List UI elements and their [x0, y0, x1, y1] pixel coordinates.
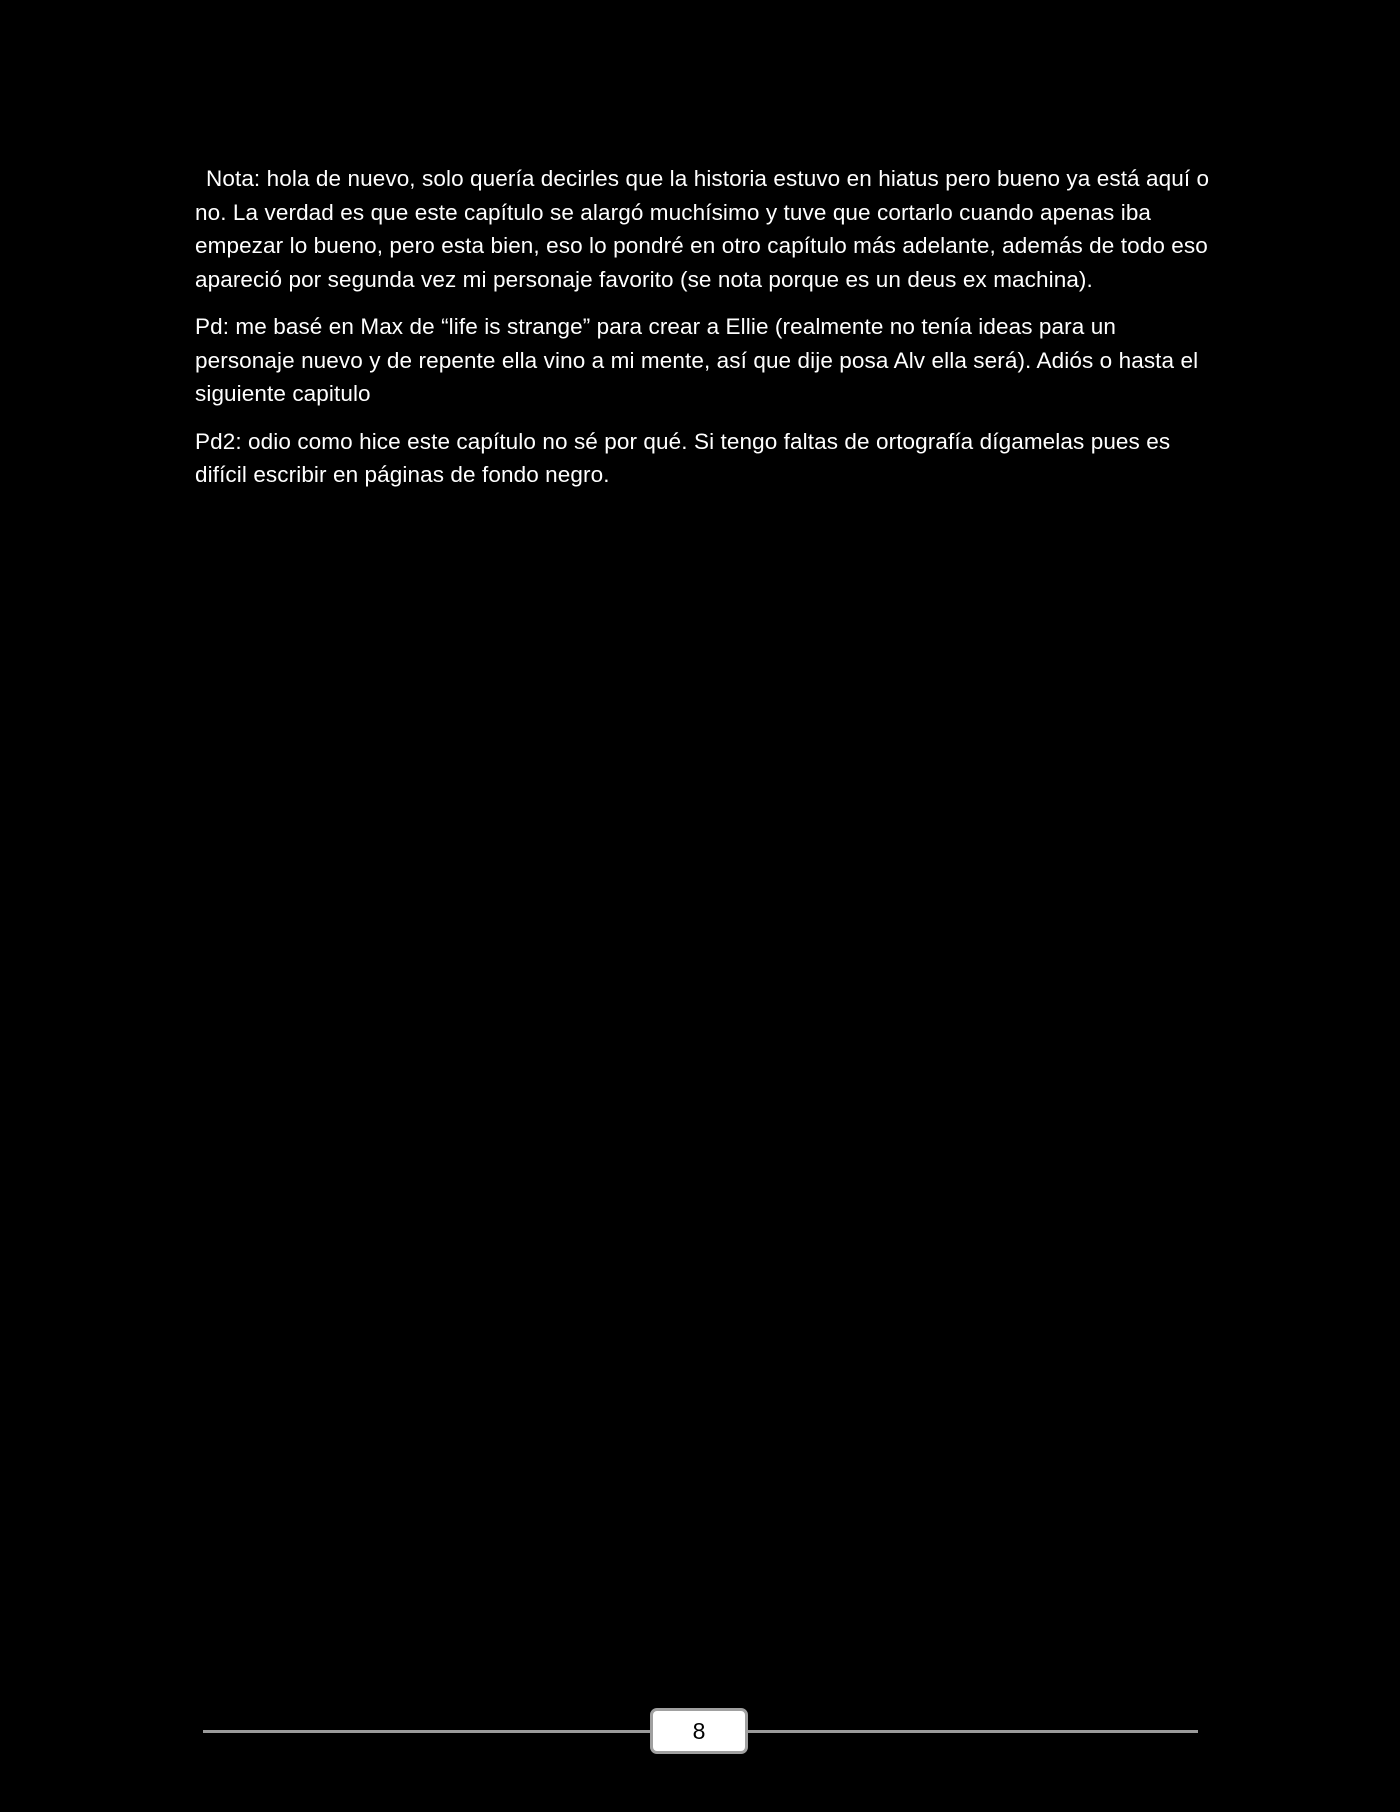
- author-notes: [195, 162, 1210, 506]
- footer-rule-right: [748, 1730, 1198, 1733]
- page-footer: [203, 1708, 1198, 1756]
- page-number-box: [650, 1708, 748, 1754]
- pd-paragraph: Pd: me basé en Max de “life is strange” para crear a Ellie (realmente no tenía ideas para un personaje nuevo y de repente ella vino a mi mente, así que dije posa Alv ella será). Adiós o hasta el siguiente capitulo: [195, 314, 1199, 406]
- note-paragraph: Nota: hola de nuevo, solo quería decirles que la historia estuvo en hiatus pero bueno ya está aquí o no. La verdad es que este capítulo se alargó muchísimo y tuve que cortarlo cuando apenas iba empezar lo bueno, pero esta bien, eso lo pondré en otro capítulo más adelante, además de todo eso apareció por segunda vez mi personaje favorito (se nota porque es un deus ex machina).: [195, 166, 1210, 292]
- footer-rule-left: [203, 1730, 653, 1733]
- pd2-paragraph: Pd2: odio como hice este capítulo no sé por qué. Si tengo faltas de ortografía dígamelas pues es difícil escribir en páginas de fondo negro.: [195, 428, 1171, 487]
- page-number: 8: [692, 1717, 706, 1744]
